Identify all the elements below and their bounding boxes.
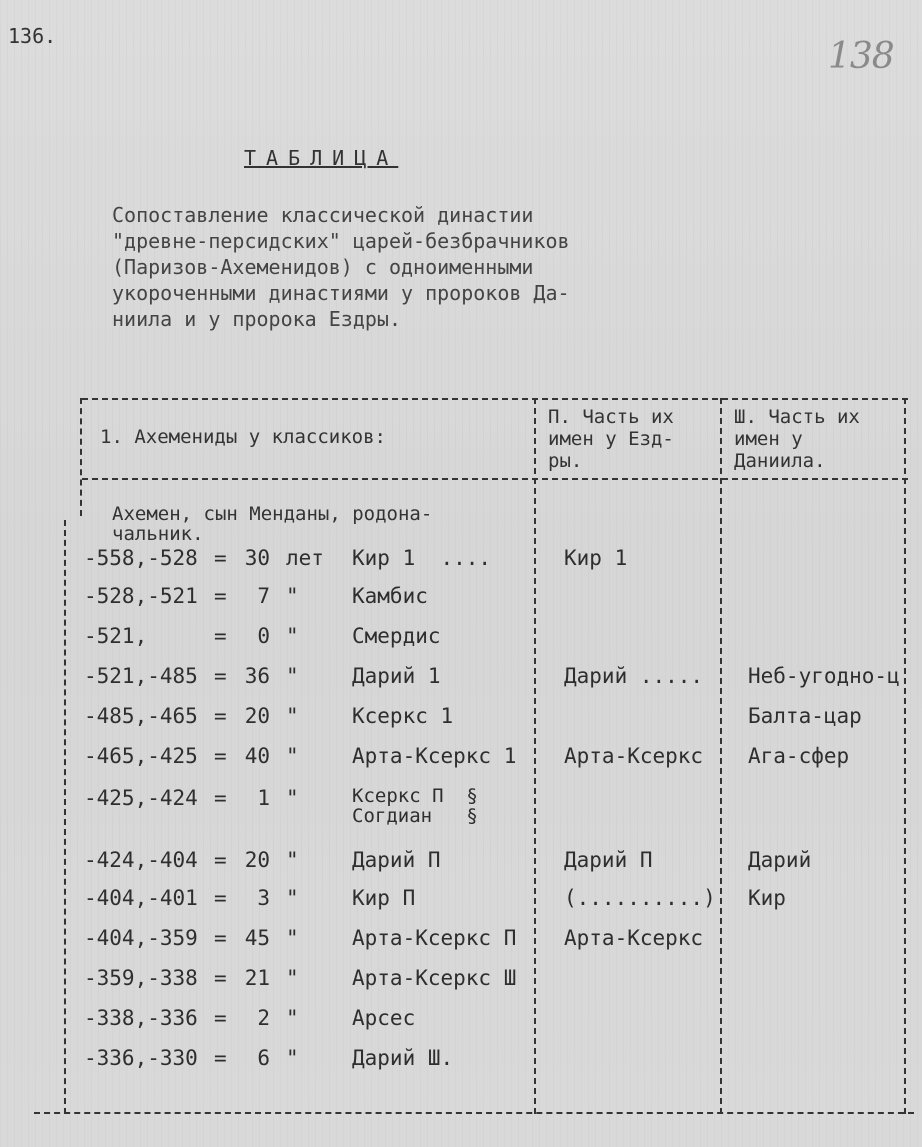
- table-right-border: [904, 398, 906, 1114]
- row-king-name: Арсес: [352, 1006, 416, 1030]
- row-equals: =: [214, 744, 227, 768]
- row-king-name: Камбис: [352, 584, 428, 608]
- column-divider-1: [534, 398, 536, 1114]
- row-equals: =: [214, 664, 227, 688]
- row-ezra-name: Дарий П: [564, 848, 653, 872]
- table-left-border: [64, 520, 66, 1114]
- row-period: -528,-521: [84, 584, 198, 608]
- row-years: 36: [244, 664, 270, 688]
- row-years: 40: [244, 744, 270, 768]
- table-top-border: [82, 398, 908, 400]
- row-unit: ": [286, 786, 299, 810]
- row-period: -336,-330: [84, 1046, 198, 1070]
- row-unit: ": [286, 1046, 299, 1070]
- row-unit: ": [286, 624, 299, 648]
- row-years: 30: [244, 546, 270, 570]
- table-bottom-border: [34, 1112, 914, 1114]
- row-unit: ": [286, 1006, 299, 1030]
- row-equals: =: [214, 584, 227, 608]
- row-unit: ": [286, 664, 299, 688]
- row-equals: =: [214, 966, 227, 990]
- row-equals: =: [214, 786, 227, 810]
- row-equals: =: [214, 848, 227, 872]
- row-period: -558,-528: [84, 546, 198, 570]
- row-period: -521,-485: [84, 664, 198, 688]
- row-years: 20: [244, 704, 270, 728]
- row-unit: лет: [286, 546, 324, 570]
- row-daniel-name: Неб-угодно-ц: [748, 664, 900, 688]
- row-period: -359,-338: [84, 966, 198, 990]
- header-daniel: Ш. Часть их имен у Даниила.: [734, 406, 860, 472]
- row-ezra-name: (..........): [564, 886, 716, 910]
- row-period: -485,-465: [84, 704, 198, 728]
- row-ezra-name: Арта-Ксеркс: [564, 744, 704, 768]
- row-period: -425,-424: [84, 786, 198, 810]
- row-king-name: [352, 786, 478, 826]
- row-years: 45: [244, 926, 270, 950]
- row-king-name: Арта-Ксеркс 1: [352, 744, 517, 768]
- row-daniel-name: Ага-сфер: [748, 744, 850, 768]
- row-years: 20: [244, 848, 270, 872]
- row-king-name: Кир 1 ....: [352, 546, 492, 570]
- row-equals: =: [214, 546, 227, 570]
- row-years: 3: [257, 886, 270, 910]
- row-unit: ": [286, 966, 299, 990]
- row-period: -465,-425: [84, 744, 198, 768]
- row-equals: =: [214, 704, 227, 728]
- row-equals: =: [214, 1046, 227, 1070]
- row-years: 2: [257, 1006, 270, 1030]
- table-left-border-top: [80, 398, 82, 516]
- row-daniel-name: Дарий: [748, 848, 812, 872]
- row-unit: ": [286, 926, 299, 950]
- row-period: -521,: [84, 624, 148, 648]
- row-equals: =: [214, 926, 227, 950]
- page-number: 136.: [8, 24, 57, 48]
- row-period: -404,-401: [84, 886, 198, 910]
- row-daniel-name: Балта-цар: [748, 704, 862, 728]
- row-equals: =: [214, 886, 227, 910]
- row-king-name-line2: Согдиан §: [352, 805, 478, 827]
- row-king-name: Арта-Ксеркс Ш: [352, 966, 517, 990]
- row-king-name: Дарий 1: [352, 664, 441, 688]
- row-king-name-line1: Ксеркс П §: [352, 785, 478, 807]
- header-classics: 1. Ахемениды у классиков:: [100, 426, 386, 448]
- row-king-name: Дарий П: [352, 848, 441, 872]
- row-ezra-name: Дарий .....: [564, 664, 704, 688]
- row-king-name: Арта-Ксеркс П: [352, 926, 517, 950]
- header-ezra: П. Часть их имен у Езд- ры.: [548, 406, 674, 472]
- row-years: 7: [257, 584, 270, 608]
- row-years: 0: [257, 624, 270, 648]
- row-unit: ": [286, 886, 299, 910]
- row-period: -404,-359: [84, 926, 198, 950]
- row-daniel-name: Кир: [748, 886, 786, 910]
- row-equals: =: [214, 624, 227, 648]
- row-ezra-name: Кир 1: [564, 546, 628, 570]
- row-unit: ": [286, 744, 299, 768]
- row-king-name: Дарий Ш.: [352, 1046, 454, 1070]
- handwritten-page-number: 138: [828, 36, 894, 77]
- document-title: ТАБЛИЦА: [244, 146, 399, 170]
- row-years: 1: [257, 786, 270, 810]
- row-years: 21: [244, 966, 270, 990]
- row-unit: ": [286, 848, 299, 872]
- row-king-name: Ксеркс 1: [352, 704, 454, 728]
- column-divider-2: [720, 398, 722, 1114]
- row-king-name: Кир П: [352, 886, 416, 910]
- row-years: 6: [257, 1046, 270, 1070]
- ancestor-note: Ахемен, сын Менданы, родона- чальник.: [112, 503, 433, 545]
- intro-paragraph: Сопоставление классической династии "древне-персидских" царей-безбрачников (Паризов-Ахеменидов) с одноименными укороченными династиями у пророков Да- ниила и у пророка Ездры.: [112, 203, 570, 331]
- table-header-divider: [82, 478, 908, 480]
- row-period: -338,-336: [84, 1006, 198, 1030]
- row-equals: =: [214, 1006, 227, 1030]
- row-unit: ": [286, 704, 299, 728]
- row-unit: ": [286, 584, 299, 608]
- row-ezra-name: Арта-Ксеркс: [564, 926, 704, 950]
- row-period: -424,-404: [84, 848, 198, 872]
- row-king-name: Смердис: [352, 624, 441, 648]
